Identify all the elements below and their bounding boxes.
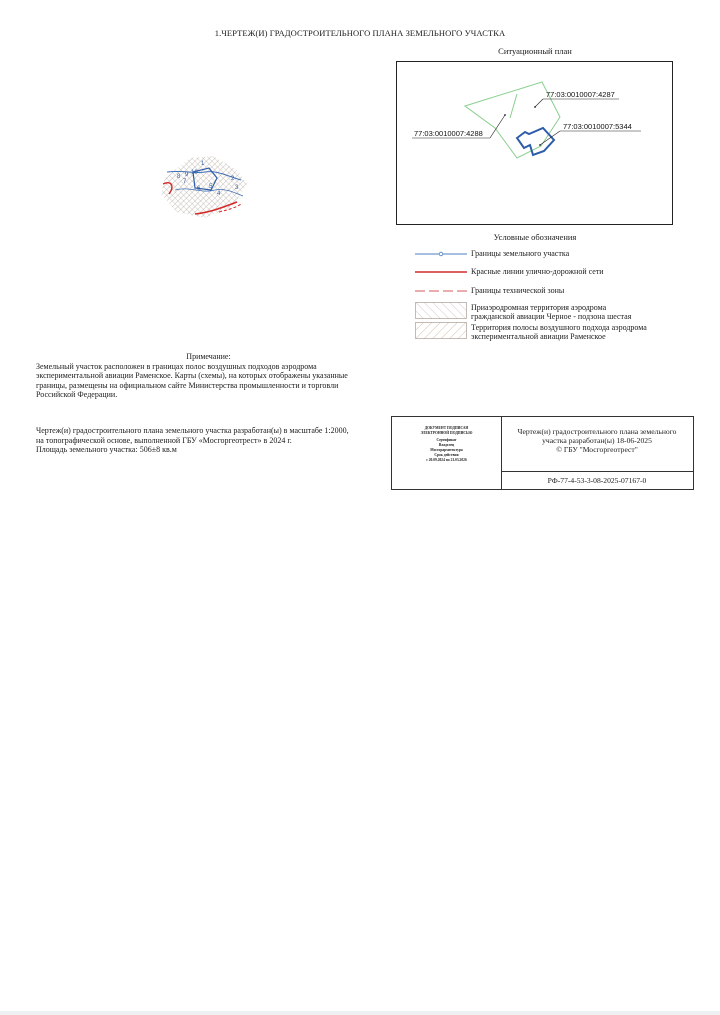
legend-label-technical-zone: Границы технической зоны [471,286,565,295]
legend-label-ramenskoe-approach [471,323,647,341]
point-label: 8 [177,174,181,180]
point-label: 10 [191,170,198,176]
note-title: Примечание: [186,352,231,361]
point-label: 9 [185,172,189,178]
main-drawing-map [155,150,255,225]
legend-label-airfield-chernoe [471,303,631,321]
stamp-info-line: участка разработан(ы) 18-06-2025 [542,435,652,445]
page-title: 1.ЧЕРТЕЖ(И) ГРАДОСТРОИТЕЛЬНОГО ПЛАНА ЗЕМЕЛЬНОГО УЧАСТКА [214,28,506,38]
scale-info-line: Чертеж(и) градостроительного плана земельного участка разработан(ы) в масштабе 1:2000, [36,426,349,435]
note-line: границы, размещены на официальном сайте Министерства промышленности и торговли [36,380,339,390]
page-bottom-bar [0,1011,720,1015]
stamp-info-line: © ГБУ "Мосгоргеотрест" [556,444,638,454]
point-label: 4 [217,191,221,197]
point-label: 5 [209,184,213,190]
situation-plan-frame [396,61,673,225]
stamp-info-line: Чертеж(и) градостроительного плана земельного [517,427,677,436]
legend-swatch-technical-zone [415,285,467,297]
parcel-label-5344: 77:03:0010007:5344 [563,122,632,131]
area-line: Площадь земельного участка: 506±8 кв.м [36,445,177,455]
parcel-divider [510,94,517,118]
signature-line: Мосгорархитектура [430,448,463,452]
legend-swatch-red-lines [415,266,467,278]
stamp-info [501,417,693,472]
legend-label-line: гражданской авиации Черное - подзона шестая [471,312,632,321]
signature-line: Срок действия [434,453,459,457]
legend-label-line: Территория полосы воздушного подхода аэродрома [471,323,647,332]
legend-swatch-parcel-boundary [415,248,467,260]
point-label: 6 [197,186,201,192]
note-block [36,352,381,400]
legend-swatch-airfield-chernoe [415,302,467,319]
point-label: 7 [183,179,187,185]
legend-label-parcel-boundary: Границы земельного участка [471,249,570,258]
document-number: РФ-77-4-53-3-08-2025-07167-0 [547,476,647,485]
point-label: 1 [201,161,205,167]
signature-line: с 20.09.2024 по 21.03.2026 [426,458,467,462]
situation-plan-title: Ситуационный план [498,46,572,56]
scale-info-line: на топографической основе, выполненной ГБУ «Мосгоргеотрест» в 2024 г. [36,435,292,445]
signature-line: Сертификат [436,438,457,442]
signature-line: Владелец [438,443,455,447]
signature-heading: ДОКУМЕНТ ПОДПИСАН [424,426,469,430]
point-label: 2 [231,176,235,182]
legend-label-line: экспериментальной авиации Раменское [471,332,606,341]
title-stamp [391,416,694,490]
situation-plan-map [397,62,672,224]
e-signature-stamp [392,417,502,489]
scale-info-block [36,426,381,455]
signature-heading: ЭЛЕКТРОННОЙ ПОДПИСЬЮ [420,431,473,435]
legend-title: Условные обозначения [493,232,577,242]
parcel-5344-outline [517,128,554,155]
parcel-label-4287: 77:03:0010007:4287 [546,90,615,99]
point-label: 3 [235,185,239,191]
note-line: экспериментальной авиации Раменское. Карты (схемы), на которых отображены указанные [36,371,348,381]
legend-swatch-ramenskoe-approach [415,322,467,339]
parcel-label-4288: 77:03:0010007:4288 [414,129,483,138]
legend-label-line: Приаэродромная территория аэродрома [471,303,607,312]
note-line: Российской Федерации. [36,390,118,400]
legend-label-red-lines: Красные линии улично-дорожной сети [471,267,604,276]
note-line: Земельный участок расположен в границах полос воздушных подходов аэродрома [36,361,317,371]
